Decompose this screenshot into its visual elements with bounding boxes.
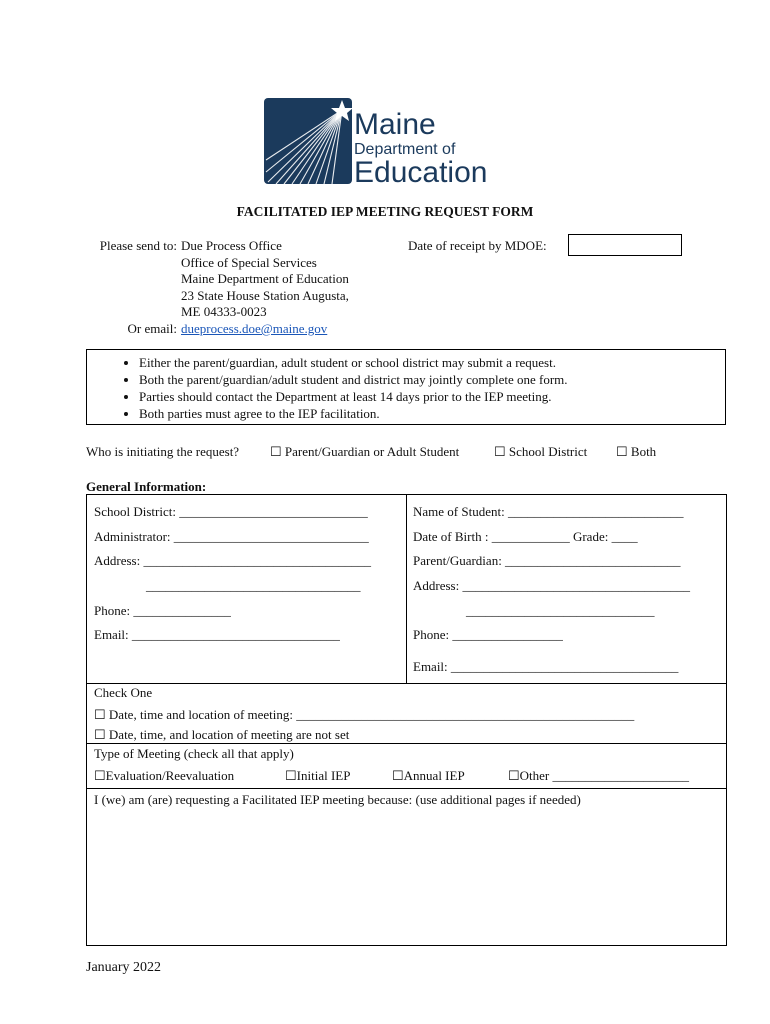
reason-prompt: I (we) am (are) requesting a Facilitated IEP meeting because: (use additional pages if needed): [94, 792, 581, 807]
initiate-option-district[interactable]: ☐ School District: [494, 444, 588, 459]
type-annual-iep-option[interactable]: ☐Annual IEP: [392, 768, 465, 783]
instruction-item: • Both parties must agree to the IEP facilitation.: [139, 405, 725, 422]
student-name-field[interactable]: Name of Student: ___________________________: [413, 504, 684, 519]
maine-doe-logo: [262, 96, 514, 188]
instructions-box: [86, 349, 726, 425]
parent-phone-field[interactable]: Phone: _________________: [413, 627, 563, 642]
logo-emblem-icon: [262, 96, 358, 188]
send-line: 23 State House Station Augusta,: [181, 287, 349, 303]
logo-line-maine: Maine: [354, 108, 436, 141]
logo-line-department: Department of: [354, 141, 456, 158]
receipt-date-field[interactable]: [568, 234, 682, 256]
type-initial-iep-option[interactable]: ☐Initial IEP: [285, 768, 351, 783]
parent-email-field[interactable]: Email: ___________________________________: [413, 659, 679, 674]
send-to-block: [86, 238, 349, 338]
send-line: ME 04333-0023: [181, 304, 267, 320]
footer-date: January 2022: [86, 960, 162, 975]
email-label: Or email:: [127, 320, 177, 336]
send-line: Office of Special Services: [181, 254, 317, 270]
address-field[interactable]: Address: ___________________________________: [94, 553, 371, 568]
meeting-set-option[interactable]: ☐ Date, time and location of meeting: ____________________________________________________: [94, 707, 635, 722]
email-link[interactable]: dueprocess.doe@maine.gov: [181, 320, 328, 336]
parent-address-line2-field[interactable]: _____________________________: [466, 603, 655, 618]
general-info-divider: [406, 494, 407, 684]
form-title: FACILITATED IEP MEETING REQUEST FORM: [236, 204, 534, 219]
meeting-not-set-option[interactable]: ☐ Date, time, and location of meeting are not set: [94, 727, 350, 742]
type-other-option[interactable]: ☐Other _____________________: [508, 768, 690, 783]
school-district-field[interactable]: School District: _____________________________: [94, 504, 368, 519]
administrator-field[interactable]: Administrator: ______________________________: [94, 529, 369, 544]
check-one-heading: Check One: [94, 685, 153, 700]
email-field[interactable]: Email: ________________________________: [94, 627, 340, 642]
send-line: Maine Department of Education: [181, 271, 349, 287]
parent-address-field[interactable]: Address: ___________________________________: [413, 578, 690, 593]
send-line: Due Process Office: [181, 238, 282, 253]
meeting-type-heading: Type of Meeting (check all that apply): [94, 746, 294, 761]
type-evaluation-option[interactable]: ☐Evaluation/Reevaluation: [94, 768, 235, 783]
phone-field[interactable]: Phone: _______________: [94, 603, 231, 618]
address-line2-field[interactable]: _________________________________: [146, 578, 361, 593]
logo-line-education: Education: [354, 156, 488, 189]
initiate-question: Who is initiating the request?: [86, 444, 240, 459]
initiate-option-parent[interactable]: ☐ Parent/Guardian or Adult Student: [270, 444, 460, 459]
initiate-option-both[interactable]: ☐ Both: [616, 444, 657, 459]
instruction-item: • Parties should contact the Department at least 14 days prior to the IEP meeting.: [139, 388, 725, 405]
general-info-heading: General Information:: [86, 479, 207, 494]
send-to-label: Please send to:: [99, 238, 177, 253]
parent-guardian-field[interactable]: Parent/Guardian: ___________________________: [413, 553, 681, 568]
reason-text-area[interactable]: [86, 788, 727, 946]
receipt-label: Date of receipt by MDOE:: [408, 238, 547, 253]
instruction-item: • Either the parent/guardian, adult student or school district may submit a request.: [139, 354, 725, 371]
dob-grade-field[interactable]: Date of Birth : ____________ Grade: ____: [413, 529, 638, 544]
instruction-item: • Both the parent/guardian/adult student and district may jointly complete one form.: [139, 371, 725, 388]
